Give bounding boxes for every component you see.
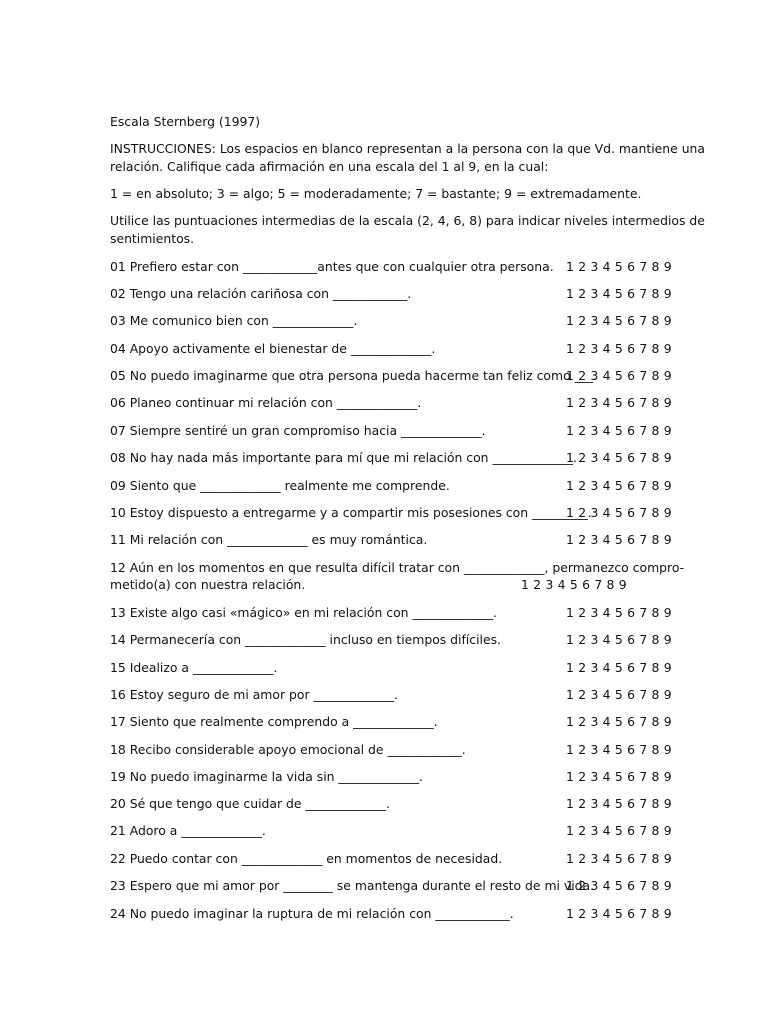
item-06: 06 Planeo continuar mi relación con _____________. xyxy=(110,395,422,410)
item-12-scale: 1 2 3 4 5 6 7 8 9 xyxy=(521,577,627,592)
item-01-scale: 1 2 3 4 5 6 7 8 9 xyxy=(566,259,672,274)
item-05-scale: 1 2 3 4 5 6 7 8 9 xyxy=(566,368,672,383)
item-14: 14 Permanecería con _____________ incluso en tiempos difíciles. xyxy=(110,632,501,647)
item-21: 21 Adoro a _____________. xyxy=(110,823,266,838)
item-22-scale: 1 2 3 4 5 6 7 8 9 xyxy=(566,851,672,866)
item-08: 08 No hay nada más importante para mí que mi relación con _____________. xyxy=(110,450,577,465)
item-18-scale: 1 2 3 4 5 6 7 8 9 xyxy=(566,742,672,757)
item-16-scale: 1 2 3 4 5 6 7 8 9 xyxy=(566,687,672,702)
item-14-scale: 1 2 3 4 5 6 7 8 9 xyxy=(566,632,672,647)
item-10-scale: 1 2 3 4 5 6 7 8 9 xyxy=(566,505,672,520)
item-07-scale: 1 2 3 4 5 6 7 8 9 xyxy=(566,423,672,438)
item-02-scale: 1 2 3 4 5 6 7 8 9 xyxy=(566,286,672,301)
item-09-scale: 1 2 3 4 5 6 7 8 9 xyxy=(566,478,672,493)
item-19: 19 No puedo imaginarme la vida sin _____________. xyxy=(110,769,423,784)
item-18: 18 Recibo considerable apoyo emocional de ____________. xyxy=(110,742,466,757)
intermediate-line-2: sentimientos. xyxy=(110,231,195,246)
item-01: 01 Prefiero estar con ____________antes que con cualquier otra persona. xyxy=(110,259,554,274)
instructions-line-1: INSTRUCCIONES: Los espacios en blanco representan a la persona con la que Vd. mantiene una xyxy=(110,141,705,156)
item-15-scale: 1 2 3 4 5 6 7 8 9 xyxy=(566,660,672,675)
instructions-line-2: relación. Califique cada afirmación en una escala del 1 al 9, en la cual: xyxy=(110,159,549,174)
item-16: 16 Estoy seguro de mi amor por _____________. xyxy=(110,687,398,702)
item-10: 10 Estoy dispuesto a entregarme y a compartir mis posesiones con _________. xyxy=(110,505,592,520)
item-05: 05 No puedo imaginarme que otra persona pueda hacerme tan feliz como ___. xyxy=(110,368,598,383)
item-02: 02 Tengo una relación cariñosa con ____________. xyxy=(110,286,412,301)
intermediate-line-1: Utilice las puntuaciones intermedias de la escala (2, 4, 6, 8) para indicar niveles intermedios de xyxy=(110,213,705,228)
item-03-scale: 1 2 3 4 5 6 7 8 9 xyxy=(566,313,672,328)
item-23-scale: 1 2 3 4 5 6 7 8 9 xyxy=(566,878,672,893)
item-04: 04 Apoyo activamente el bienestar de _____________. xyxy=(110,341,436,356)
item-11-scale: 1 2 3 4 5 6 7 8 9 xyxy=(566,532,672,547)
item-07: 07 Siempre sentiré un gran compromiso hacia _____________. xyxy=(110,423,486,438)
item-24-scale: 1 2 3 4 5 6 7 8 9 xyxy=(566,906,672,921)
item-22: 22 Puedo contar con _____________ en momentos de necesidad. xyxy=(110,851,503,866)
item-17-scale: 1 2 3 4 5 6 7 8 9 xyxy=(566,714,672,729)
item-12-continuation: metido(a) con nuestra relación. xyxy=(110,577,306,592)
item-06-scale: 1 2 3 4 5 6 7 8 9 xyxy=(566,395,672,410)
item-19-scale: 1 2 3 4 5 6 7 8 9 xyxy=(566,769,672,784)
item-20-scale: 1 2 3 4 5 6 7 8 9 xyxy=(566,796,672,811)
item-24: 24 No puedo imaginar la ruptura de mi relación con ____________. xyxy=(110,906,514,921)
item-17: 17 Siento que realmente comprendo a _____________. xyxy=(110,714,438,729)
item-20: 20 Sé que tengo que cuidar de _____________. xyxy=(110,796,390,811)
item-08-scale: 1 2 3 4 5 6 7 8 9 xyxy=(566,450,672,465)
document-title: Escala Sternberg (1997) xyxy=(110,114,261,129)
item-11: 11 Mi relación con _____________ es muy romántica. xyxy=(110,532,428,547)
scale-legend: 1 = en absoluto; 3 = algo; 5 = moderadamente; 7 = bastante; 9 = extremadamente. xyxy=(110,186,642,201)
item-21-scale: 1 2 3 4 5 6 7 8 9 xyxy=(566,823,672,838)
item-13: 13 Existe algo casi «mágico» en mi relación con _____________. xyxy=(110,605,497,620)
item-09: 09 Siento que _____________ realmente me comprende. xyxy=(110,478,450,493)
item-04-scale: 1 2 3 4 5 6 7 8 9 xyxy=(566,341,672,356)
item-23: 23 Espero que mi amor por ________ se mantenga durante el resto de mi vida. xyxy=(110,878,595,893)
item-12: 12 Aún en los momentos en que resulta difícil tratar con _____________, permanezco compro- xyxy=(110,560,685,575)
item-03: 03 Me comunico bien con _____________. xyxy=(110,313,358,328)
item-13-scale: 1 2 3 4 5 6 7 8 9 xyxy=(566,605,672,620)
item-15: 15 Idealizo a _____________. xyxy=(110,660,278,675)
